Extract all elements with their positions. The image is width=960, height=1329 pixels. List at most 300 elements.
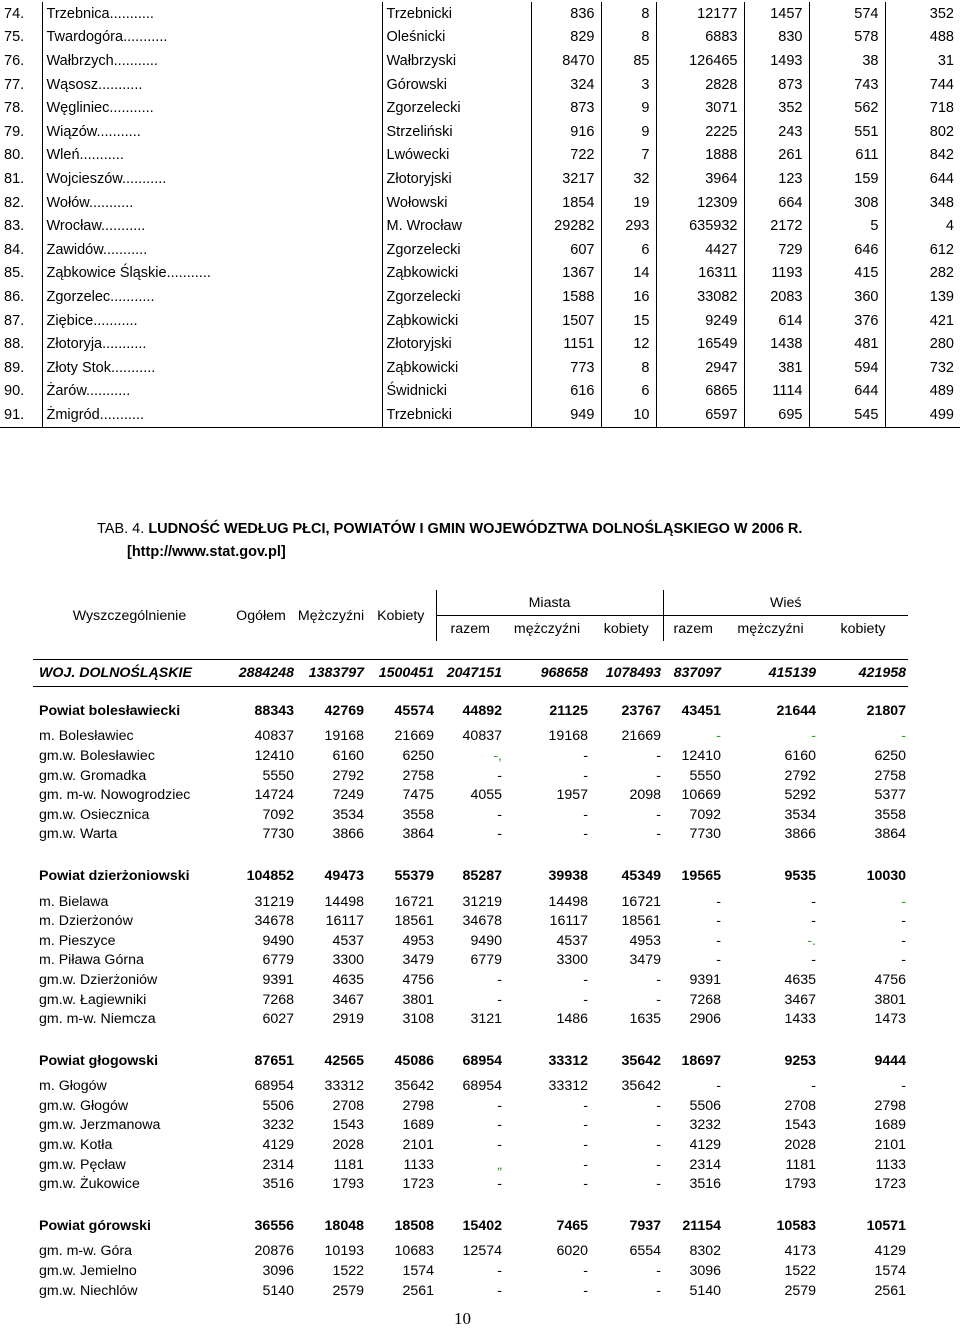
subheader-razem: razem <box>663 616 723 642</box>
table-row <box>0 191 960 215</box>
table-cell: 80. <box>0 144 42 168</box>
row-label: m. Głogów <box>39 1078 107 1095</box>
table-cell: - <box>497 1137 502 1154</box>
table-cell: Wleń........... <box>42 144 382 168</box>
table-cell: - <box>497 767 502 784</box>
table-cell: - <box>811 952 816 969</box>
table-row <box>0 49 960 73</box>
table-cell: Trzebnicki <box>382 2 531 26</box>
table-cell: 7937 <box>629 1217 661 1234</box>
table-cell: - <box>811 893 816 910</box>
table-cell: 1181 <box>333 1156 364 1173</box>
table-cell: 7249 <box>332 787 364 804</box>
table-cell: - <box>656 1156 661 1173</box>
table-cell: 873 <box>744 73 809 97</box>
spacer-row <box>33 1029 908 1051</box>
table-cell: 21125 <box>549 702 588 719</box>
table-cell: 12574 <box>462 1243 502 1260</box>
table-cell: 2101 <box>874 1137 907 1154</box>
table-cell: 14498 <box>548 893 588 910</box>
row-label: gm.w. Pęcław <box>39 1156 126 1173</box>
table-cell: 88. <box>0 332 42 356</box>
table-cell: - <box>583 1156 588 1173</box>
table-cell: 2798 <box>402 1097 434 1114</box>
table-cell: 2792 <box>784 767 816 784</box>
table-cell: 562 <box>809 96 885 120</box>
table-cell: 14724 <box>254 787 294 804</box>
table-cell: Ziębice........... <box>42 309 382 333</box>
table-row <box>33 892 908 912</box>
header-kobiety: Kobiety <box>377 607 425 624</box>
row-label: gm.w. Głogów <box>39 1097 129 1114</box>
table-cell: 10571 <box>866 1217 907 1234</box>
table-row <box>33 1009 908 1029</box>
table-cell: 282 <box>929 265 954 282</box>
table-cell: 87. <box>0 309 42 333</box>
table-cell: 2798 <box>874 1097 907 1114</box>
table-cell: Strzeliński <box>382 120 531 144</box>
table-cell: 381 <box>744 356 809 380</box>
table-cell: Ząbkowicki <box>382 309 531 333</box>
table-cell: „ <box>497 1156 502 1173</box>
table-cell: 8 <box>601 356 656 380</box>
table-cell: - <box>716 913 721 930</box>
header-mezczyzni: Mężczyźni <box>297 607 365 624</box>
table-cell: 68954 <box>462 1052 502 1069</box>
table-cell: - <box>583 747 588 764</box>
table-row <box>0 380 960 404</box>
table-cell: 646 <box>809 238 885 262</box>
table-row <box>0 120 960 144</box>
table-cell: - <box>656 1176 661 1193</box>
table-cell: 616 <box>531 380 601 404</box>
table-cell: 481 <box>809 332 885 356</box>
table-cell: - <box>656 1137 661 1154</box>
table-cell: 1133 <box>875 1156 907 1173</box>
table-cell: 10583 <box>776 1217 816 1234</box>
table-cell: 2314 <box>262 1156 294 1173</box>
table-cell: 3801 <box>402 991 434 1008</box>
table-cell: 21807 <box>866 702 907 719</box>
table-cell: 744 <box>929 76 954 93</box>
table-cell: 2792 <box>332 767 364 784</box>
table-cell: 6883 <box>656 26 744 50</box>
table-cell: - <box>811 913 816 930</box>
table-cell: 1114 <box>744 380 809 404</box>
table-cell: 1457 <box>744 2 809 26</box>
table-cell: 1522 <box>784 1263 816 1280</box>
table-cell: -, <box>493 747 502 764</box>
subheader-kobiety: kobiety <box>840 620 886 637</box>
table-cell: 3801 <box>874 991 907 1008</box>
table-cell: 873 <box>531 96 601 120</box>
table-cell: 489 <box>929 383 954 400</box>
table-cell: 34678 <box>462 913 502 930</box>
table-cell: 1888 <box>656 144 744 168</box>
table-cell: - <box>656 1263 661 1280</box>
table-cell: 732 <box>929 359 954 376</box>
row-label: gm. m-w. Góra <box>39 1243 133 1260</box>
table-cell: 1367 <box>531 262 601 286</box>
row-label: WOJ. DOLNOŚLĄSKIE <box>33 660 226 687</box>
table-cell: - <box>656 767 661 784</box>
table-row <box>0 214 960 238</box>
table-cell: 4953 <box>629 932 661 949</box>
table-row <box>0 144 960 168</box>
table-cell: 21669 <box>394 728 434 745</box>
table-cell: 3467 <box>332 991 364 1008</box>
table-cell: 3864 <box>874 826 907 843</box>
table-row <box>33 990 908 1010</box>
table-cell: - <box>497 991 502 1008</box>
table-cell: 45349 <box>621 867 661 884</box>
table-cell: 34678 <box>254 913 294 930</box>
spacer-row <box>33 844 908 866</box>
table-cell: 2172 <box>744 214 809 238</box>
table-row <box>0 96 960 120</box>
table-label: TAB. 4. <box>97 521 145 537</box>
table-cell: Zgorzelec........... <box>42 285 382 309</box>
table-cell: 7268 <box>262 991 294 1008</box>
table-cell: 31219 <box>254 893 294 910</box>
table-cell: - <box>716 932 721 949</box>
table-cell: 82. <box>0 191 42 215</box>
table-cell: -. <box>807 932 816 949</box>
table-cell: 18561 <box>621 913 661 930</box>
table-cell: 2101 <box>402 1137 434 1154</box>
table-cell: - <box>583 806 588 823</box>
table-cell: 16311 <box>656 262 744 286</box>
table-cell: 2314 <box>689 1156 721 1173</box>
table-cell: 12309 <box>656 191 744 215</box>
table-cell: 3217 <box>531 167 601 191</box>
table-row <box>33 1261 908 1281</box>
table-cell: Lwówecki <box>382 144 531 168</box>
table-cell: 10683 <box>394 1243 434 1260</box>
table-cell: 7475 <box>402 787 434 804</box>
table-cell: 5550 <box>689 767 721 784</box>
table-cell: 611 <box>809 144 885 168</box>
table-cell: 19168 <box>324 728 364 745</box>
table-cell: 280 <box>929 336 954 353</box>
table-cell: - <box>497 1282 502 1299</box>
table-cell: Złotoryjski <box>382 332 531 356</box>
table-row <box>0 73 960 97</box>
table-cell: 9 <box>601 96 656 120</box>
table-cell: 4129 <box>874 1243 907 1260</box>
table-cell: 7092 <box>689 806 721 823</box>
table-cell: 15402 <box>462 1217 502 1234</box>
table-cell: 19168 <box>548 728 588 745</box>
table-cell: 84. <box>0 238 42 262</box>
table-source: [http://www.stat.gov.pl] <box>127 544 286 560</box>
table-cell: 415 <box>809 262 885 286</box>
table-cell: 3479 <box>629 952 661 969</box>
table-cell: - <box>901 728 907 745</box>
table-cell: Oleśnicki <box>382 26 531 50</box>
table-cell: 352 <box>744 96 809 120</box>
row-label: gm.w. Bolesławiec <box>39 747 155 764</box>
row-label: m. Bielawa <box>39 893 109 910</box>
table-cell: - <box>901 1078 907 1095</box>
table-cell: 5 <box>809 214 885 238</box>
table-cell: Wołów........... <box>42 191 382 215</box>
table-row <box>33 970 908 990</box>
table-cell: 2884248 <box>226 660 296 687</box>
continuation-table <box>0 2 960 428</box>
table-cell: 5292 <box>784 787 816 804</box>
table-cell: 68954 <box>254 1078 294 1095</box>
table-cell: 78. <box>0 96 42 120</box>
row-label: gm.w. Łagiewniki <box>39 991 147 1008</box>
table-cell: 1486 <box>556 1011 588 1028</box>
table-cell: 6160 <box>332 747 364 764</box>
table-cell: - <box>583 1176 588 1193</box>
table-cell: 14498 <box>324 893 364 910</box>
table-cell: 75. <box>0 26 42 50</box>
table-cell: 2047151 <box>436 660 504 687</box>
table-cell: 1522 <box>332 1263 364 1280</box>
table-cell: 33312 <box>548 1078 588 1095</box>
county-total-row <box>33 1051 908 1071</box>
table-cell: 545 <box>809 403 885 427</box>
header-wyszczegolnienie: Wyszczególnienie <box>72 607 187 624</box>
table-cell: 415139 <box>723 660 818 687</box>
table-cell: - <box>583 1137 588 1154</box>
table-cell: 3071 <box>656 96 744 120</box>
table-cell: 1574 <box>402 1263 434 1280</box>
table-cell: 5140 <box>262 1282 294 1299</box>
table-cell: 594 <box>809 356 885 380</box>
table-cell: 43451 <box>681 702 721 719</box>
table-cell: 3479 <box>402 952 434 969</box>
table-cell: 3516 <box>689 1176 721 1193</box>
table-title <box>97 518 897 564</box>
table-cell: 3534 <box>784 806 816 823</box>
county-total-row <box>33 866 908 886</box>
table-row <box>0 167 960 191</box>
table-cell: Ząbkowicki <box>382 262 531 286</box>
table-cell: 6779 <box>262 952 294 969</box>
table-cell: 488 <box>929 29 954 46</box>
table-cell: 42769 <box>324 702 364 719</box>
table-cell: Wrocław........... <box>42 214 382 238</box>
table-cell: 360 <box>809 285 885 309</box>
table-cell: 3864 <box>402 826 434 843</box>
table-cell: Węgliniec........... <box>42 96 382 120</box>
header-ogolem: Ogółem <box>236 607 286 624</box>
table-cell: 607 <box>531 238 601 262</box>
table-cell: 1383797 <box>296 660 366 687</box>
table-cell: 15 <box>601 309 656 333</box>
table-cell: - <box>656 1097 661 1114</box>
table-cell: 1574 <box>874 1263 907 1280</box>
table-cell: 4635 <box>784 971 816 988</box>
row-label: gm.w. Jemielno <box>39 1263 137 1280</box>
table-cell: 10193 <box>324 1243 364 1260</box>
table-cell: 614 <box>744 309 809 333</box>
row-label: gm.w. Gromadka <box>39 767 147 784</box>
table-cell: Wojcieszów........... <box>42 167 382 191</box>
table-cell: 3121 <box>470 1011 502 1028</box>
table-cell: Twardogóra........... <box>42 26 382 50</box>
table-cell: 3232 <box>689 1117 721 1134</box>
table-cell: - <box>901 913 907 930</box>
table-cell: 4537 <box>332 932 364 949</box>
table-cell: 324 <box>531 73 601 97</box>
table-cell: Złotoryja........... <box>42 332 382 356</box>
row-label: m. Pieszyce <box>39 932 116 949</box>
table-cell: - <box>583 1282 588 1299</box>
table-cell: 9444 <box>874 1052 907 1069</box>
table-cell: 10 <box>601 403 656 427</box>
voivodeship-row <box>33 660 908 687</box>
table-cell: - <box>656 1282 661 1299</box>
table-cell: 3108 <box>402 1011 434 1028</box>
table-cell: 16549 <box>656 332 744 356</box>
table-cell: 3558 <box>402 806 434 823</box>
table-row <box>33 727 908 747</box>
table-cell: Żmigród........... <box>42 403 382 427</box>
table-cell: Ząbkowicki <box>382 356 531 380</box>
table-cell: 86. <box>0 285 42 309</box>
table-cell: 16117 <box>325 913 364 930</box>
table-cell: - <box>497 1117 502 1134</box>
table-cell: - <box>901 952 907 969</box>
table-row <box>33 766 908 786</box>
table-cell: 968658 <box>504 660 590 687</box>
table-cell: 2028 <box>784 1137 816 1154</box>
table-cell: 3232 <box>262 1117 294 1134</box>
table-cell: 45086 <box>394 1052 434 1069</box>
table-cell: 4635 <box>332 971 364 988</box>
table-cell: 77. <box>0 73 42 97</box>
row-label: gm.w. Kotła <box>39 1137 113 1154</box>
subheader-razem: razem <box>436 616 504 642</box>
table-cell: 18561 <box>394 913 434 930</box>
table-cell: - <box>716 1078 721 1095</box>
row-label: Powiat głogowski <box>39 1052 159 1069</box>
table-row <box>33 825 908 845</box>
table-cell: 16721 <box>621 893 661 910</box>
table-row <box>33 931 908 951</box>
row-label: m. Bolesławiec <box>39 728 134 745</box>
table-cell: 3467 <box>784 991 816 1008</box>
table-cell: 3964 <box>656 167 744 191</box>
table-cell: 74. <box>0 2 42 26</box>
table-cell: 1193 <box>744 262 809 286</box>
table-cell: - <box>583 971 588 988</box>
table-row <box>33 1242 908 1262</box>
row-label: gm.w. Żukowice <box>39 1176 140 1193</box>
table-cell: - <box>583 826 588 843</box>
table-cell: 2579 <box>332 1282 364 1299</box>
table-cell: 104852 <box>246 867 294 884</box>
table-cell: 5506 <box>262 1097 294 1114</box>
table-cell: Zgorzelecki <box>382 285 531 309</box>
table-cell: 40837 <box>254 728 294 745</box>
table-cell: - <box>497 971 502 988</box>
table-cell: 348 <box>929 194 954 211</box>
table-cell: 1957 <box>556 787 588 804</box>
table-cell: 89. <box>0 356 42 380</box>
table-cell: - <box>901 932 907 949</box>
table-cell: - <box>497 806 502 823</box>
table-cell: Zgorzelecki <box>382 238 531 262</box>
table-cell: 9535 <box>784 867 816 884</box>
population-table <box>33 590 908 1300</box>
table-cell: 7 <box>601 144 656 168</box>
row-label: m. Dzierżonów <box>39 913 133 930</box>
table-row <box>0 309 960 333</box>
table-cell: 4427 <box>656 238 744 262</box>
table-cell: 916 <box>531 120 601 144</box>
table-row <box>33 1116 908 1136</box>
table-cell: 6597 <box>656 403 744 427</box>
table-cell: 1543 <box>784 1117 816 1134</box>
table-cell: 126465 <box>656 49 744 73</box>
table-cell: 3 <box>601 73 656 97</box>
table-cell: 139 <box>929 288 954 305</box>
table-cell: 39938 <box>548 867 588 884</box>
row-label: gm.w. Dzierżoniów <box>39 971 158 988</box>
table-cell: 40837 <box>462 728 502 745</box>
table-cell: 85 <box>601 49 656 73</box>
table-cell: 18697 <box>681 1052 721 1069</box>
table-cell: 1078493 <box>590 660 663 687</box>
table-cell: 2083 <box>744 285 809 309</box>
table-cell: Wiązów........... <box>42 120 382 144</box>
table-cell: 1793 <box>332 1176 364 1193</box>
table-cell: 45574 <box>394 702 434 719</box>
table-row <box>0 262 960 286</box>
table-cell: - <box>811 728 816 745</box>
row-label: gm. m-w. Niemcza <box>39 1011 156 1028</box>
table-row <box>0 285 960 309</box>
row-label: gm. m-w. Nowogrodziec <box>39 787 191 804</box>
table-cell: 32 <box>601 167 656 191</box>
table-cell: Górowski <box>382 73 531 97</box>
table-cell: 7465 <box>556 1217 588 1234</box>
table-cell: 7092 <box>262 806 294 823</box>
table-cell: 8470 <box>531 49 601 73</box>
table-cell: 85. <box>0 262 42 286</box>
table-cell: 729 <box>744 238 809 262</box>
table-cell: 499 <box>885 403 960 427</box>
table-cell: 31 <box>937 52 954 69</box>
table-cell: 35642 <box>621 1052 661 1069</box>
table-cell: 6 <box>601 380 656 404</box>
table-cell: Wałbrzyski <box>382 49 531 73</box>
table-cell: 6250 <box>874 747 907 764</box>
table-cell: Zawidów........... <box>42 238 382 262</box>
table-cell: 243 <box>744 120 809 144</box>
table-cell: 16 <box>601 285 656 309</box>
table-cell: 38 <box>809 49 885 73</box>
table-cell: 3866 <box>784 826 816 843</box>
table-cell: 2028 <box>332 1137 364 1154</box>
table-cell: 42565 <box>324 1052 364 1069</box>
table-cell: 5377 <box>874 787 907 804</box>
table-cell: - <box>656 1117 661 1134</box>
table-cell: 612 <box>929 241 954 258</box>
table-cell: 9391 <box>262 971 294 988</box>
table-cell: 36556 <box>254 1217 294 1234</box>
table-cell: 31219 <box>462 893 502 910</box>
table-cell: 5550 <box>262 767 294 784</box>
table-cell: 664 <box>744 191 809 215</box>
table-cell: - <box>497 1097 502 1114</box>
